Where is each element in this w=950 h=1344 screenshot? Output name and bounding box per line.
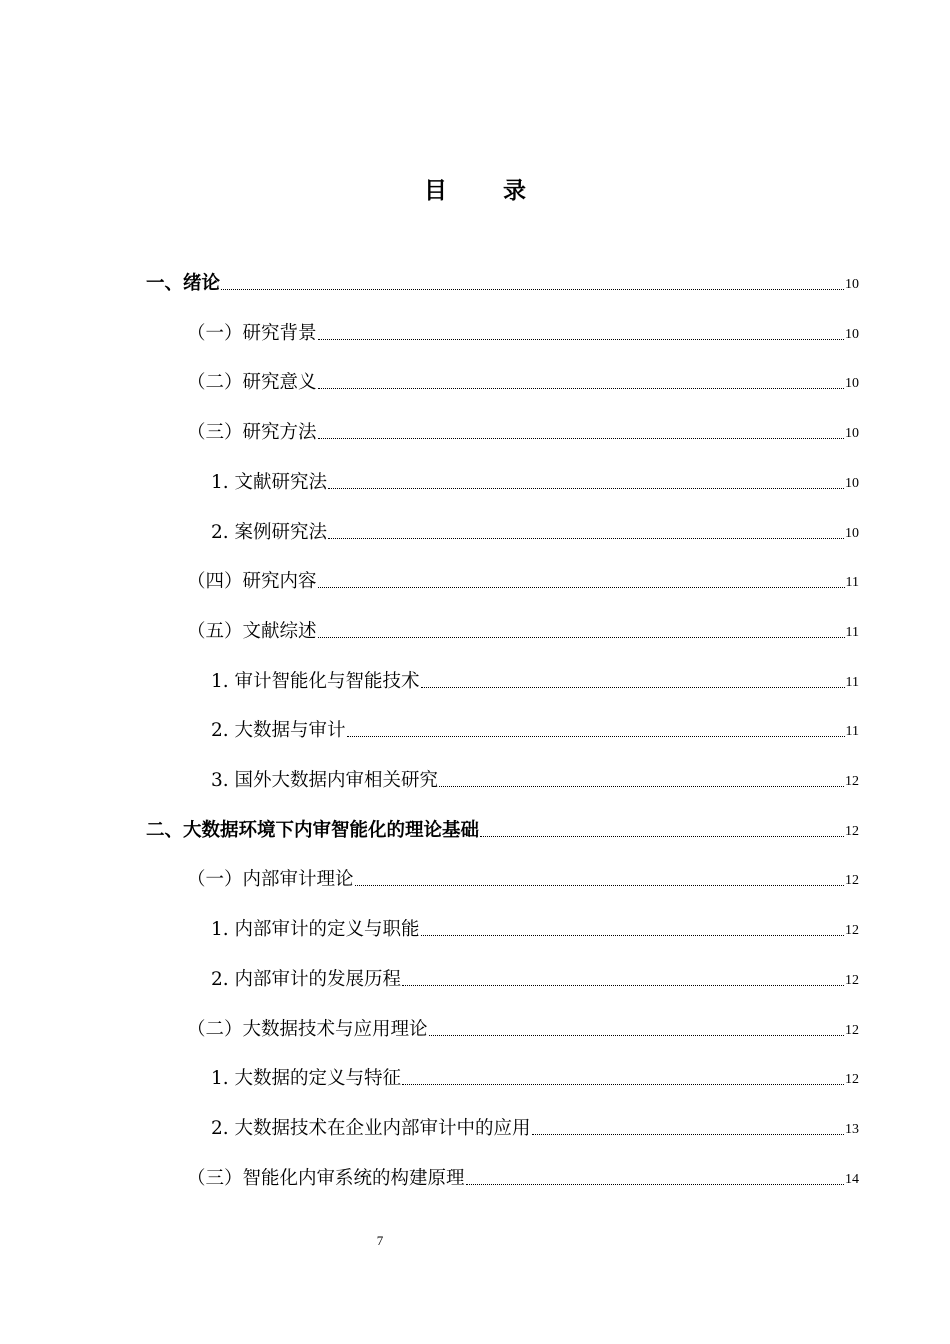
title-char-2: 录: [503, 178, 526, 204]
toc-dot-leader: [466, 1184, 844, 1185]
toc-entry-label: 1. 审计智能化与智能技术: [211, 670, 420, 692]
toc-entry[interactable]: [211, 761, 859, 793]
toc-entry-label: 2. 案例研究法: [211, 521, 328, 543]
toc-entry[interactable]: [211, 1059, 859, 1091]
toc-entry[interactable]: [187, 363, 859, 395]
toc-dot-leader: [347, 736, 845, 737]
toc-entry-label: （一）研究背景: [187, 322, 317, 344]
toc-entry-label: 2. 内部审计的发展历程: [211, 968, 402, 990]
toc-dot-leader: [429, 1035, 844, 1036]
toc-entry[interactable]: [211, 910, 859, 942]
toc-entry-page: 10: [845, 376, 859, 392]
toc-entry[interactable]: [146, 811, 859, 843]
toc-entry-label: （三）智能化内审系统的构建原理: [187, 1167, 465, 1189]
toc-entry[interactable]: [187, 1010, 859, 1042]
toc-dot-leader: [318, 587, 845, 588]
toc-dot-leader: [318, 339, 844, 340]
toc-entry[interactable]: [211, 463, 859, 495]
toc-entry-label: 2. 大数据技术在企业内部审计中的应用: [211, 1117, 531, 1139]
toc-dot-leader: [439, 786, 844, 787]
toc-entry-label: （四）研究内容: [187, 571, 317, 593]
toc-entry-label: 1. 大数据的定义与特征: [211, 1068, 402, 1090]
page-number: 7: [376, 1233, 384, 1248]
toc-dot-leader: [318, 637, 845, 638]
toc-entry-label: （二）大数据技术与应用理论: [187, 1018, 428, 1040]
toc-entry[interactable]: [146, 264, 859, 296]
toc-dot-leader: [318, 438, 844, 439]
toc-dot-leader: [402, 985, 844, 986]
toc-entry[interactable]: [211, 1109, 859, 1141]
toc-entry-label: （一）内部审计理论: [187, 869, 354, 891]
toc-dot-leader: [480, 836, 844, 837]
toc-entry-page: 14: [845, 1171, 859, 1187]
toc-entry-label: 2. 大数据与审计: [211, 720, 346, 742]
toc-dot-leader: [402, 1084, 844, 1085]
toc-entry[interactable]: [211, 960, 859, 992]
toc-entry-label: （三）研究方法: [187, 422, 317, 444]
toc-entry-page: 11: [845, 724, 859, 740]
toc-entry-label: 1. 内部审计的定义与职能: [211, 919, 420, 941]
toc-dot-leader: [421, 687, 845, 688]
toc-dot-leader: [328, 488, 844, 489]
page-title: [0, 172, 950, 205]
toc-dot-leader: [421, 935, 844, 936]
toc-entry-label: 1. 文献研究法: [211, 471, 328, 493]
toc-entry-page: 11: [845, 575, 859, 591]
toc-entry[interactable]: [187, 860, 859, 892]
toc-entry-label: 一、绪论: [146, 273, 221, 294]
toc-entry-page: 12: [845, 972, 859, 988]
toc-entry-page: 10: [845, 525, 859, 541]
toc-entry[interactable]: [211, 662, 859, 694]
toc-entry[interactable]: [187, 413, 859, 445]
toc-entry[interactable]: [187, 1159, 859, 1191]
toc-entry-page: 11: [845, 674, 859, 690]
toc-entry-page: 12: [845, 823, 859, 839]
toc-entry-page: 13: [845, 1121, 859, 1137]
toc-dot-leader: [328, 538, 844, 539]
toc-dot-leader: [355, 885, 844, 886]
toc-entry-label: 二、大数据环境下内审智能化的理论基础: [146, 819, 480, 841]
title-char-1: 目: [424, 178, 447, 204]
toc-entry[interactable]: [187, 562, 859, 594]
toc-entry[interactable]: [211, 513, 859, 545]
toc-dot-leader: [532, 1134, 844, 1135]
toc-entry-page: 12: [845, 923, 859, 939]
toc-entry-page: 12: [845, 1072, 859, 1088]
toc-entry-page: 10: [845, 326, 859, 342]
toc-entry-page: 10: [845, 475, 859, 491]
toc-dot-leader: [318, 388, 844, 389]
toc-entry[interactable]: [187, 314, 859, 346]
toc-entry[interactable]: [187, 612, 859, 644]
toc-entry-label: （二）研究意义: [187, 372, 317, 394]
toc-entry-page: 10: [845, 426, 859, 442]
toc-entry-page: 11: [845, 624, 859, 640]
toc-entry-page: 12: [845, 1022, 859, 1038]
toc-dot-leader: [221, 289, 844, 290]
toc-entry-page: 10: [845, 277, 859, 292]
toc-entry-label: （五）文献综述: [187, 620, 317, 642]
toc-entry-page: 12: [845, 774, 859, 789]
toc-entry-label: 3. 国外大数据内审相关研究: [211, 770, 439, 791]
toc-entry-page: 12: [845, 873, 859, 889]
toc-entry[interactable]: [211, 711, 859, 743]
